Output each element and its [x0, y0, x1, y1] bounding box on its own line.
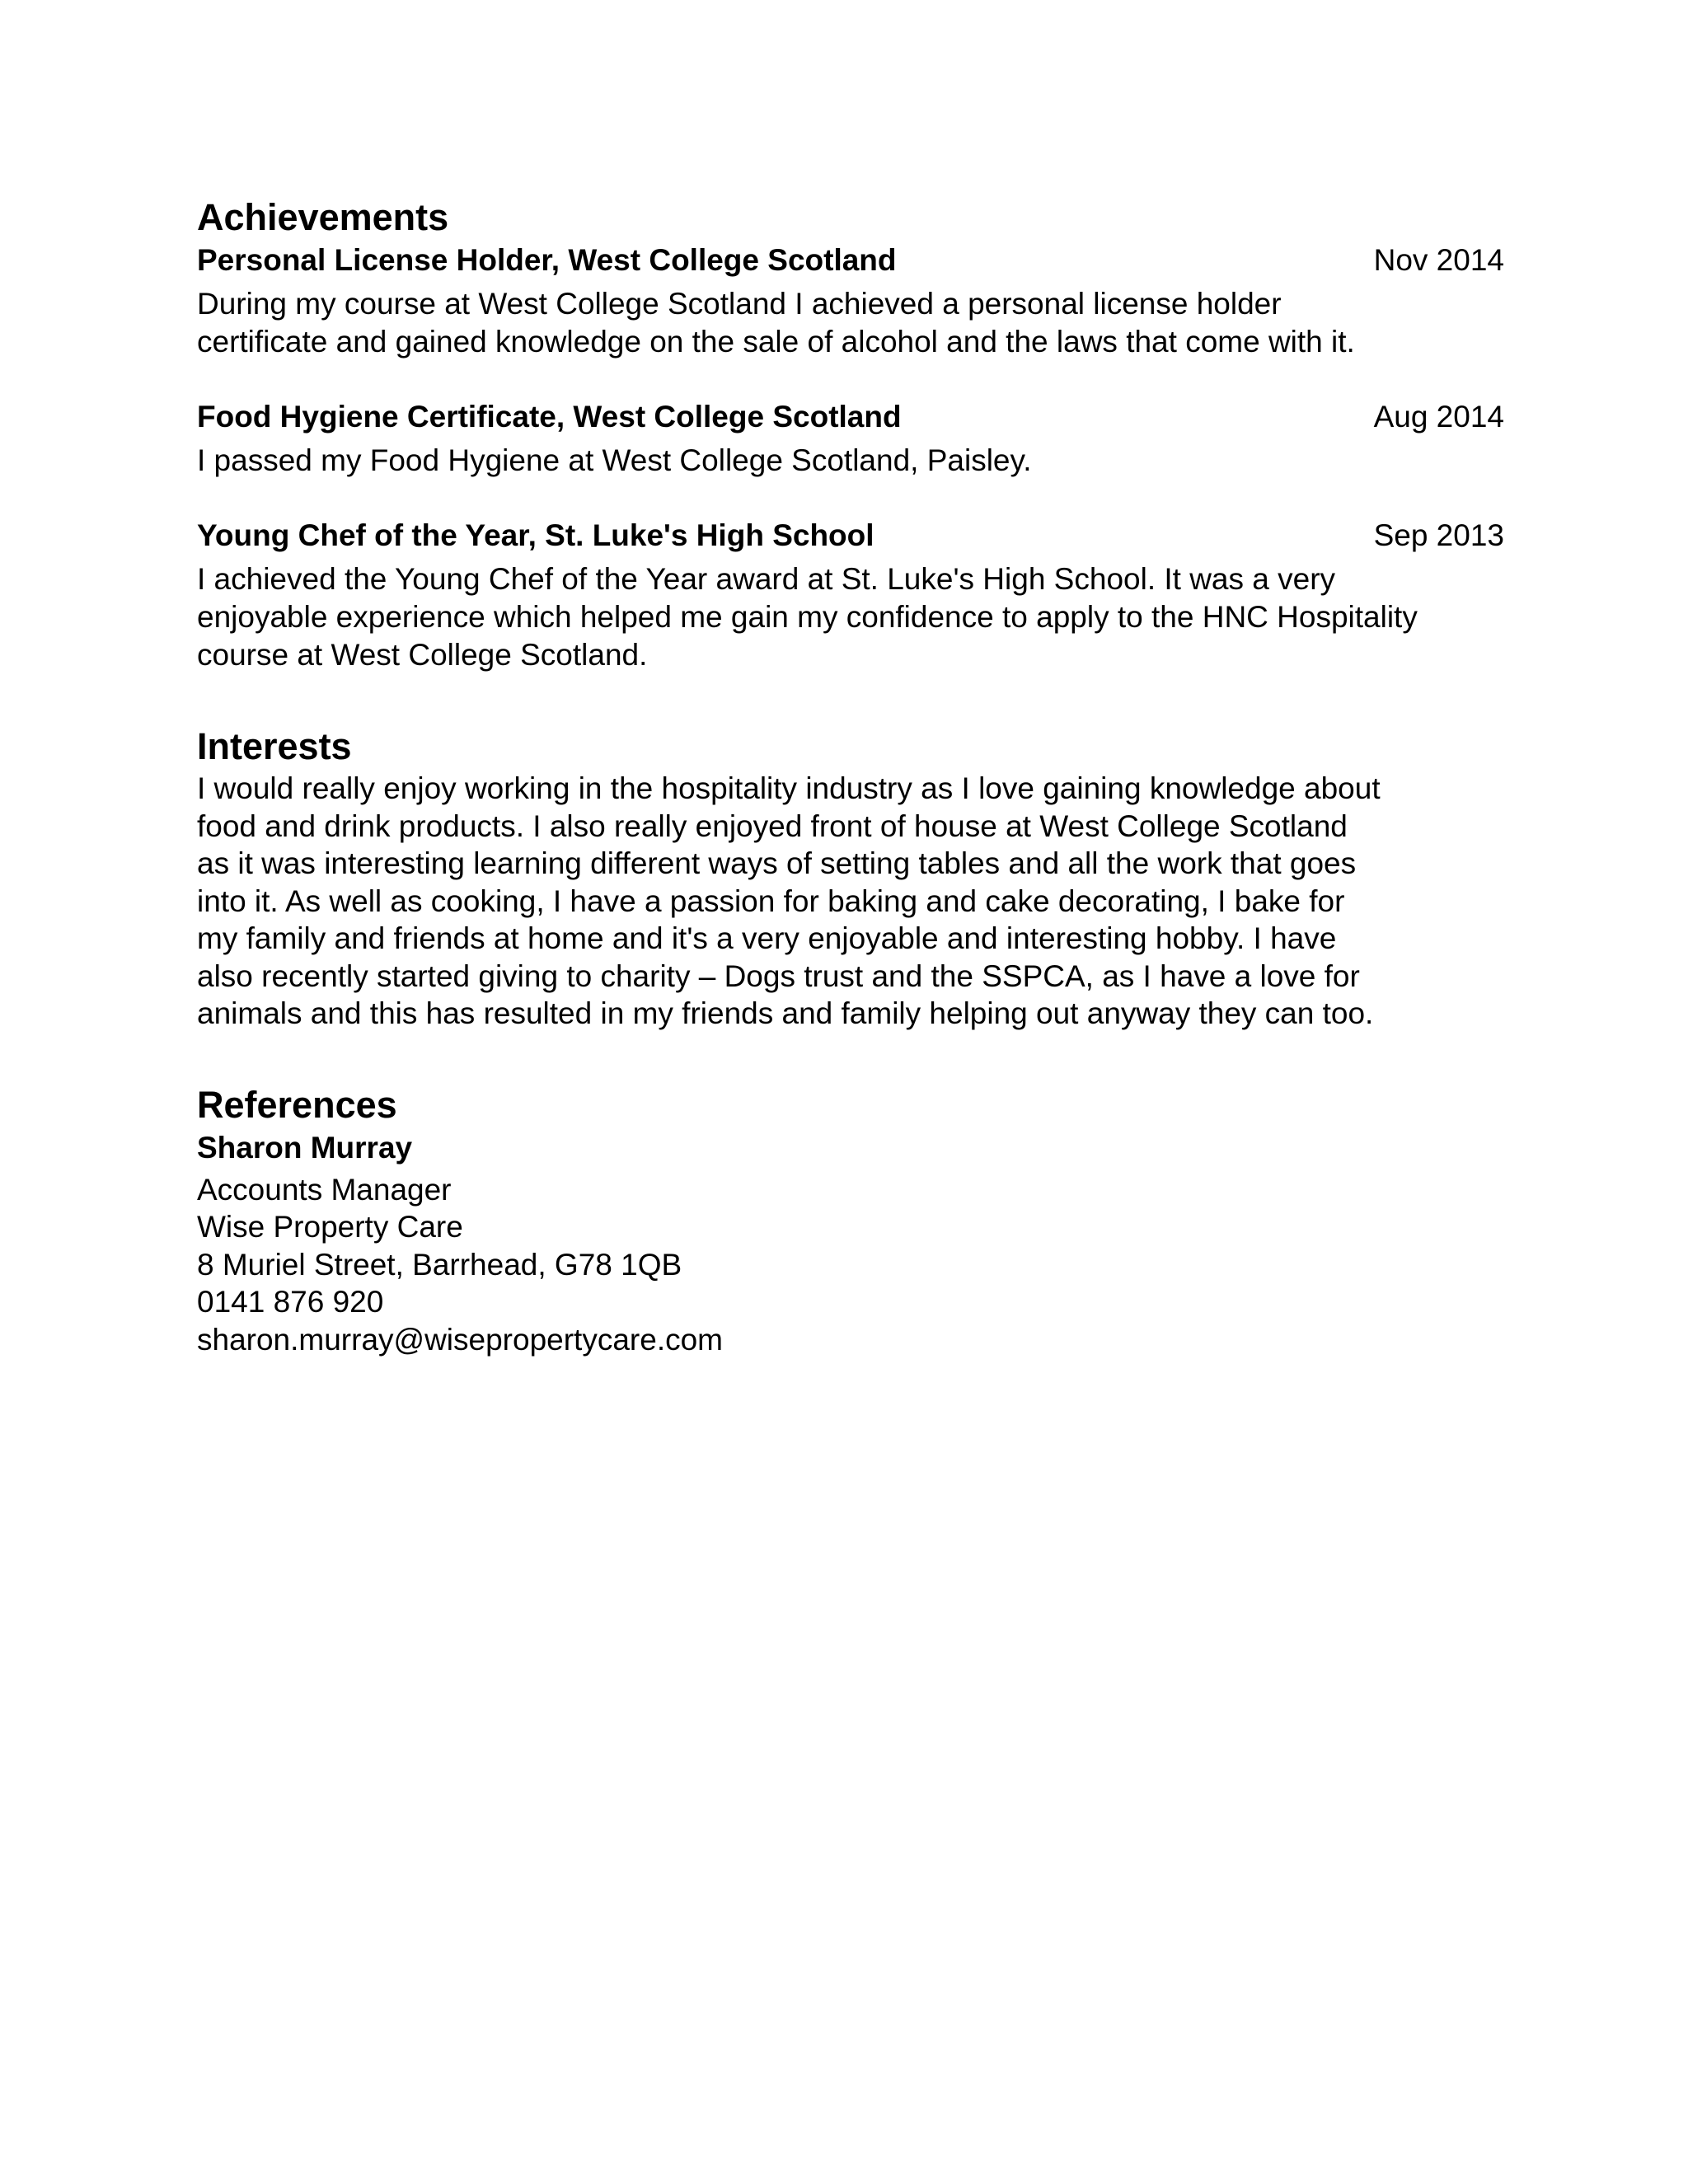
interests-line: I would really enjoy working in the hospitality industry as I love gaining knowledge about: [197, 771, 1381, 805]
reference-details: [197, 1171, 1504, 1359]
achievement-date: Sep 2013: [1373, 518, 1504, 552]
description-line: I achieved the Young Chef of the Year award at St. Luke's High School. It was a very: [197, 562, 1336, 596]
description-line: I passed my Food Hygiene at West College Scotland, Paisley.: [197, 443, 1032, 477]
achievement-title: Young Chef of the Year, St. Luke's High School: [197, 518, 874, 552]
reference-company: Wise Property Care: [197, 1210, 463, 1244]
achievement-header: [197, 516, 1504, 555]
interests-section: [197, 724, 1504, 1033]
interests-line: food and drink products. I also really enjoyed front of house at West College Scotland: [197, 808, 1348, 843]
interests-line: into it. As well as cooking, I have a passion for baking and cake decorating, I bake for: [197, 883, 1345, 918]
achievement-date: Nov 2014: [1373, 243, 1504, 277]
description-line: certificate and gained knowledge on the sale of alcohol and the laws that come with it.: [197, 325, 1355, 359]
achievements-section: [197, 194, 1504, 674]
description-line: course at West College Scotland.: [197, 638, 648, 672]
reference-job-title: Accounts Manager: [197, 1172, 452, 1207]
achievements-heading: Achievements: [197, 196, 449, 238]
reference-phone: 0141 876 920: [197, 1285, 384, 1319]
reference-email: sharon.murray@wisepropertycare.com: [197, 1322, 723, 1357]
reference-name: Sharon Murray: [197, 1130, 413, 1165]
interests-heading: Interests: [197, 725, 352, 767]
interests-line: as it was interesting learning different ways of setting tables and all the work that goes: [197, 846, 1357, 880]
interests-paragraph: [197, 770, 1483, 1033]
achievement-title: Food Hygiene Certificate, West College Scotland: [197, 400, 902, 434]
achievement-entry: [197, 397, 1504, 480]
achievement-description: [197, 442, 1504, 480]
interests-line: animals and this has resulted in my friends and family helping out anyway they can too.: [197, 996, 1374, 1030]
achievement-title: Personal License Holder, West College Scotland: [197, 243, 897, 277]
achievement-entry: [197, 516, 1504, 674]
reference-address: 8 Muriel Street, Barrhead, G78 1QB: [197, 1247, 682, 1282]
achievement-header: [197, 241, 1504, 280]
cv-page: [197, 194, 1504, 1358]
references-heading: References: [197, 1083, 397, 1126]
achievement-description: [197, 285, 1504, 361]
achievement-entry: [197, 241, 1504, 361]
interests-line: my family and friends at home and it's a very enjoyable and interesting hobby. I have: [197, 921, 1337, 955]
description-line: During my course at West College Scotland I achieved a personal license holder: [197, 287, 1282, 321]
achievement-description: [197, 560, 1504, 674]
interests-line: also recently started giving to charity – Dogs trust and the SSPCA, as I have a love for: [197, 958, 1360, 993]
description-line: enjoyable experience which helped me gain my confidence to apply to the HNC Hospitality: [197, 600, 1418, 634]
achievement-date: Aug 2014: [1373, 400, 1504, 434]
achievement-header: [197, 397, 1504, 437]
references-section: [197, 1082, 1504, 1359]
